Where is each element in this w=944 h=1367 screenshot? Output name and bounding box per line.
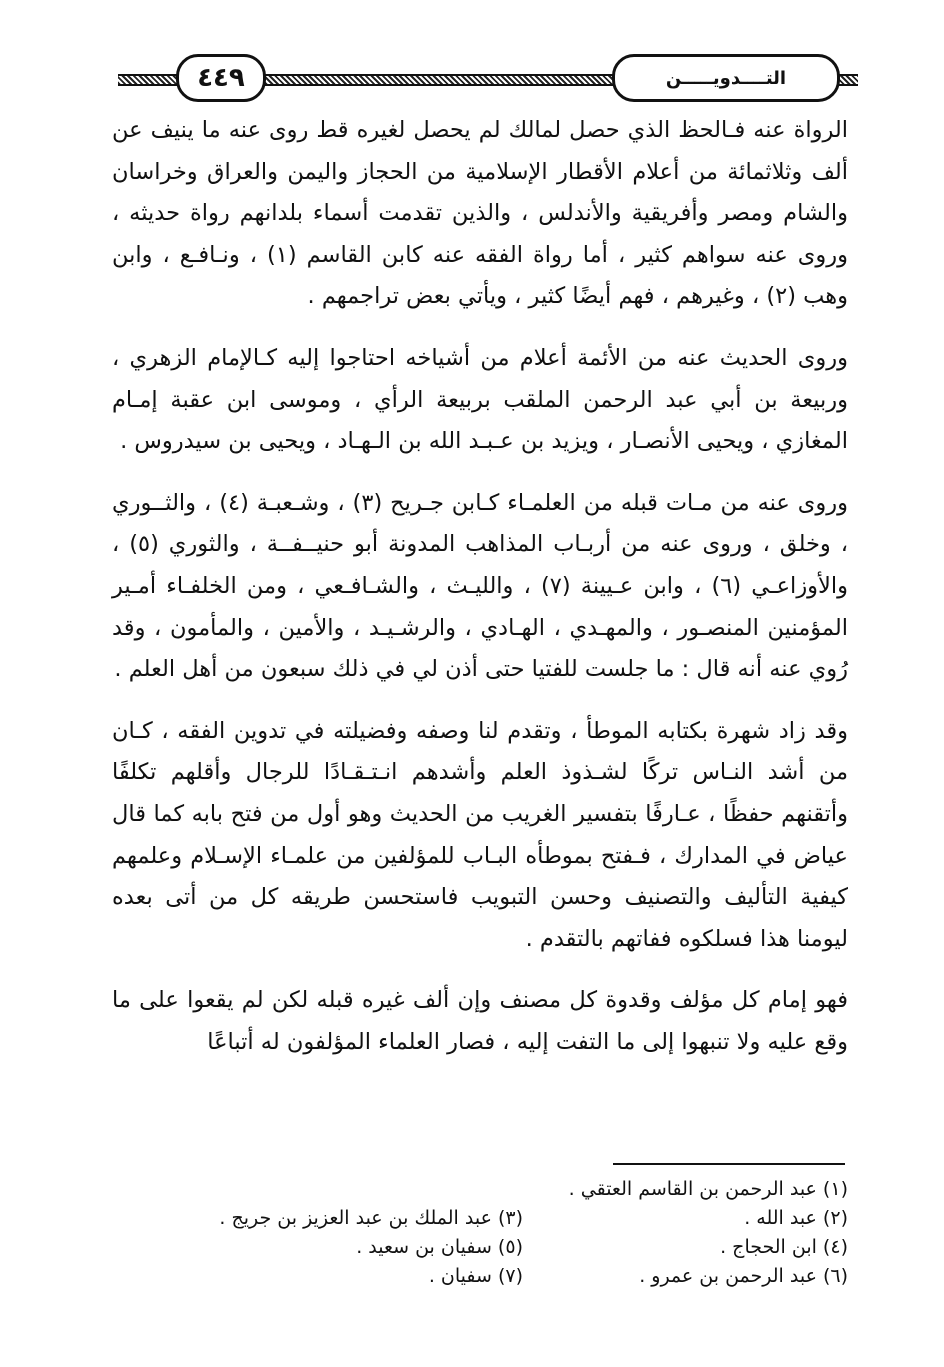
- paragraph-2: وروى الحديث عنه من الأئمة أعلام من أشياخه احتاجوا إليه كـالإمام الزهري ، وربيعة بن أبي عبد الرحمن الملقب بربيعة الرأي ، وموسى ابن عقبة إمـام المغازي ، ويحيى الأنصـار ، ويزيد بن عـبـد الله بن الـهـاد ، ويحيى بن سيدروس .: [112, 344, 848, 455]
- footnote-5: (٥) سفيان بن سعيد .: [356, 1236, 523, 1258]
- main-text: [112, 110, 848, 1063]
- footnote-2: (٢) عبد الله .: [744, 1207, 848, 1229]
- page-number: ٤٤٩: [176, 54, 266, 102]
- paragraph-1: الرواة عنه فـالحظ الذي حصل لمالك لم يحصل لغيره قط روى عنه ما ينيف عن ألف وثلاثمائة من أعلام الأقطار الإسلامية من الحجاز واليمن والعراق وخراسان والشام ومصر وأفريقية والأندلس ، والذين تقدمت أسماء بلدانهم رواة حديثه ، وروى عنه سواهم كثير ، أما رواة الفقه عنه كابن القاسم (١) ، ونـافـع ، وابن وهب (٢) ، وغيرهم ، فهم أيضًا كثير ، ويأتي بعض تراجمهم .: [112, 117, 848, 310]
- footnote-4: (٤) ابن الحجاج .: [720, 1236, 848, 1258]
- footnote-6: (٦) عبد الرحمن بن عمرو .: [639, 1265, 848, 1287]
- footnote-7: (٧) سفيان .: [428, 1265, 523, 1287]
- footnotes: [140, 1175, 848, 1291]
- footnote-3: (٣) عبد الملك بن عبد العزيز بن جريج .: [219, 1207, 523, 1229]
- running-title: التــــدويـــــن: [612, 54, 840, 102]
- paragraph-4: وقد زاد شهرة بكتابه الموطأ ، وتقدم لنا وصفه وفضيلته في تدوين الفقه ، كـان من أشد النـاس تركًا لشـذوذ العلم وأشدهم انـتـقـادًا للرجال وأقلهم تكلفًا وأتقنهم حفظًا ، عـارفًا بتفسير الغريب من الحديث وهو أول من فتح بابه كما قال عياض في المدارك ، فـفتح بموطأه البـاب للمؤلفين من علمـاء الإسـلام وعلمهم كيفية التأليف والتصنيف وحسن التبويب فاستحسن طريقه كل من أتى بعده ليومنا هذا فسلكوه ففاتهم بالتقدم .: [112, 717, 848, 952]
- footnote-1: (١) عبد الرحمن بن القاسم العتقي .: [568, 1178, 848, 1200]
- paragraph-5: فهو إمام كل مؤلف وقدوة كل مصنف وإن ألف غيره قبله لكن لم يقعوا على ما وقع عليه ولا تنبهوا إلى ما التفت إليه ، فصار العلماء المؤلفون له أتباعًا: [112, 987, 848, 1055]
- page-header: [118, 52, 858, 100]
- footnote-separator: [613, 1163, 845, 1165]
- paragraph-3: وروى عنه من مـات قبله من العلمـاء كـابن جـريح (٣) ، وشـعبـة (٤) ، والثــوري ، وخلق ، وروى عنه من أربـاب المذاهب المدونة أبو حنيــفــة ، والثوري (٥) ، والأوزاعـي (٦) ، وابن عـيينة (٧) ، والليـث ، والشـافـعي ، ومن الخلفـاء أمـير المؤمنين المنصـور ، والمهـدي ، الهـادي ، والرشـيـد ، والأمين ، والمأمون ، وقد رُوي عنه أنه قال : ما جلست للفتيا حتى أذن لي في ذلك سبعون من أهل العلم .: [112, 489, 848, 683]
